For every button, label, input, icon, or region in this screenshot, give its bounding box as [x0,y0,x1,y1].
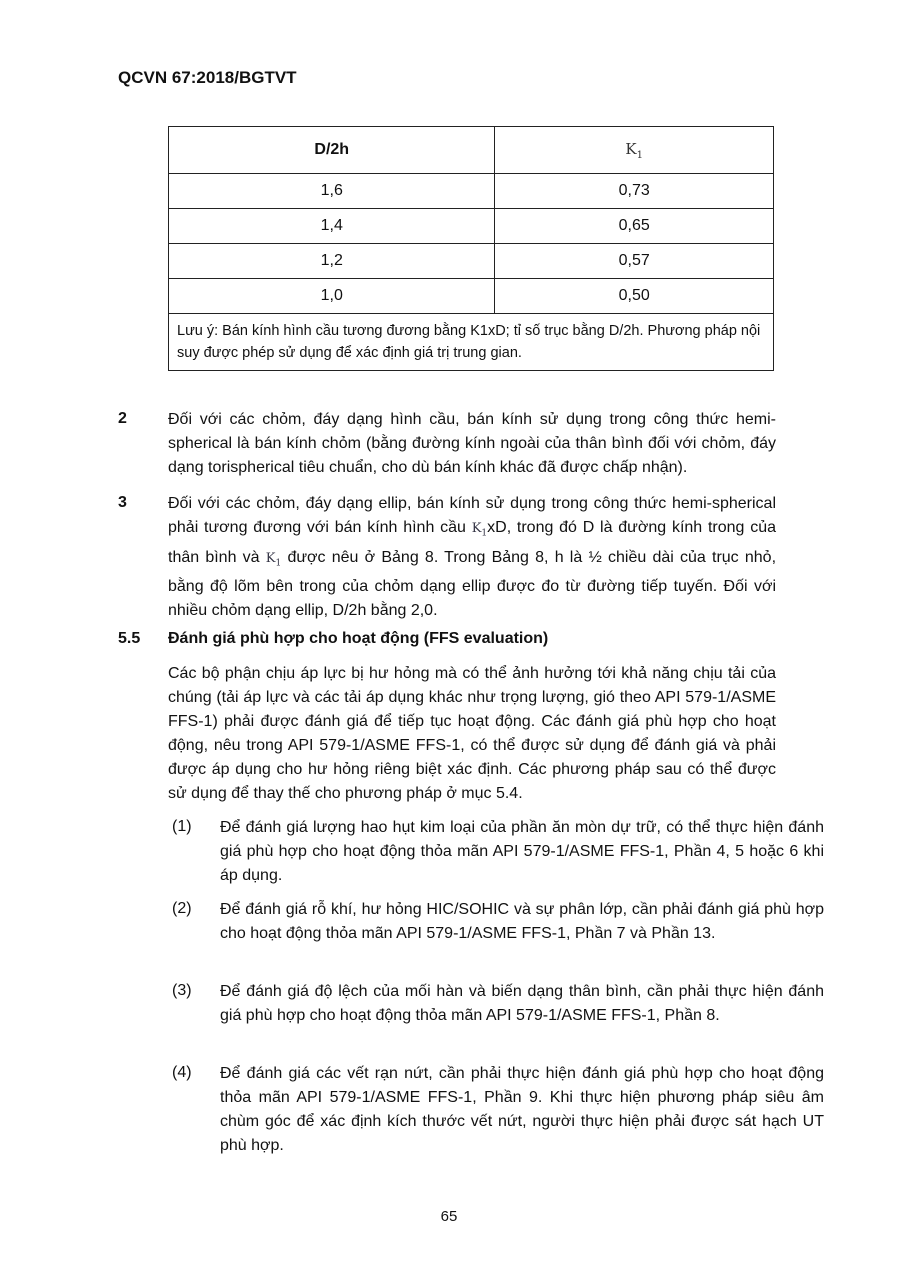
section-intro: Các bộ phận chịu áp lực bị hư hỏng mà có thể ảnh hưởng tới khả năng chịu tải của chúng (tải áp lực và các tải áp dụng khác như trọng lượng, gió theo API 579-1/ASME FFS-1) phải được đánh giá để tiếp tục hoạt động. Các đánh giá phù hợp cho hoạt động, nêu trong API 579-1/ASME FFS-1, có thể được sử dụng để đánh giá và phải được áp dụng cho hư hỏng riêng biệt xác định. Các phương pháp sau có thể được sử dụng để thay thế cho phương pháp ở mục 5.4. [168,665,776,802]
item-3-text [168,492,776,623]
table-row [169,244,774,279]
d2h-cell: 1,2 [169,244,495,279]
section-title: Đánh giá phù hợp cho hoạt động (FFS evaluation) [168,630,549,647]
item-3-number: 3 [118,494,127,511]
col-k1-header [495,127,774,174]
k1-main: K [265,550,276,566]
d2h-cell: 1,6 [169,174,495,209]
table-header-row [169,127,774,174]
k1-cell: 0,65 [495,209,774,244]
list-item-number: (2) [172,900,192,917]
item-3-text-b: xD, trong đó D là đường kính trong của thân bình và [168,519,776,566]
item-2-number: 2 [118,410,127,427]
col-d2h-header: D/2h [169,127,495,174]
table-row [169,279,774,314]
section-number: 5.5 [118,630,141,647]
k1-header-main: K [625,139,637,158]
d2h-cell: 1,4 [169,209,495,244]
d2h-cell: 1,0 [169,279,495,314]
k1-main: K [471,521,482,536]
list-item-text: Để đánh giá rỗ khí, hư hỏng HIC/SOHIC và sự phân lớp, cần phải đánh giá phù hợp cho hoạt động thỏa mãn API 579-1/ASME FFS-1, Phần 7 và Phần 13. [220,901,824,942]
table-note: Lưu ý: Bán kính hình cầu tương đương bằng K1xD; tỉ số trục bằng D/2h. Phương pháp nội suy được phép sử dụng để xác định giá trị trung gian. [169,314,774,371]
table-row [169,209,774,244]
k1-sub: 1 [275,558,282,569]
k1-header-sub: 1 [636,149,644,161]
k1-symbol [471,521,488,539]
list-item-number: (4) [172,1064,192,1081]
list-item-number: (3) [172,982,192,999]
list-item-number: (1) [172,818,192,835]
document-code-header: QCVN 67:2018/BGTVT [118,68,297,87]
k1-cell: 0,73 [495,174,774,209]
item-2-text: Đối với các chỏm, đáy dạng hình cầu, bán kính sử dụng trong công thức hemi-spherical là bán kính chỏm (bằng đường kính ngoài của thân bình đối với chỏm, đáy dạng torispherical tiêu chuẩn, cho dù bán kính khác đã được chấp nhận). [168,411,776,476]
item-3-text-a: Đối với các chỏm, đáy dạng ellip, bán kính sử dụng trong công thức hemi-spherical phải tương đương với bán kính hình cầu [168,495,776,536]
list-item-text: Để đánh giá lượng hao hụt kim loại của phần ăn mòn dự trữ, có thể thực hiện đánh giá phù hợp cho hoạt động thỏa mãn API 579-1/ASME FFS-1, Phần 4, 5 hoặc 6 khi áp dụng. [220,819,824,884]
k1-symbol [265,550,282,569]
list-item-text: Để đánh giá độ lệch của mối hàn và biến dạng thân bình, cần phải thực hiện đánh giá phù hợp cho hoạt động thỏa mãn API 579-1/ASME FFS-1, Phần 8. [220,983,824,1024]
table-row [169,174,774,209]
k1-ratio-table [168,126,774,371]
item-3-text-c: được nêu ở Bảng 8. Trong Bảng 8, h là ½ chiều dài của trục nhỏ, bằng độ lõm bên trong của chỏm dạng ellip được đo từ đường tiếp tuyến. Đối với nhiều chỏm dạng ellip, D/2h bằng 2,0. [168,548,777,620]
list-item-text: Để đánh giá các vết rạn nứt, cần phải thực hiện đánh giá phù hợp cho hoạt động thỏa mãn API 579-1/ASME FFS-1, Phần 9. Khi thực hiện phương pháp siêu âm chùm góc để xác định kích thước vết nứt, người thực hiện phải được sát hạch UT phù hợp. [220,1065,824,1154]
k1-sub: 1 [481,528,488,539]
page-number: 65 [440,1208,458,1225]
k1-cell: 0,50 [495,279,774,314]
table-note-row [169,314,774,371]
k1-cell: 0,57 [495,244,774,279]
